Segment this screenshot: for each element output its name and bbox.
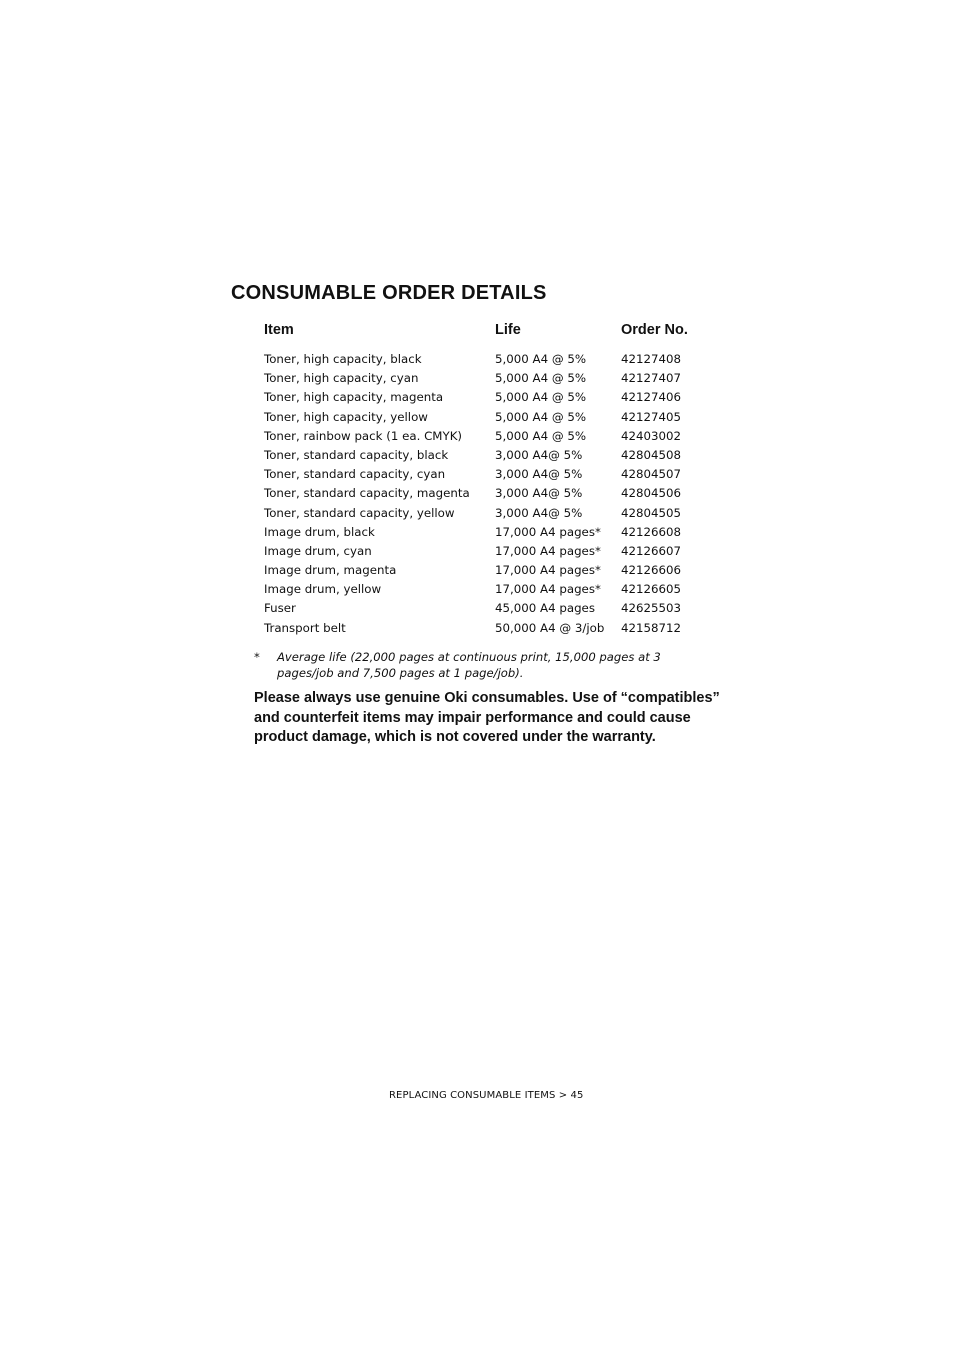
cell-life: 3,000 A4@ 5% — [495, 486, 583, 501]
table-row — [264, 599, 724, 618]
cell-order-no: 42126608 — [621, 524, 682, 539]
page-footer: REPLACING CONSUMABLE ITEMS > 45 — [389, 1090, 584, 1101]
cell-life: 17,000 A4 pages* — [495, 524, 601, 539]
cell-order-no: 42804508 — [621, 447, 682, 462]
table-row — [264, 427, 724, 446]
table-row — [264, 369, 724, 388]
cell-item: Transport belt — [264, 620, 346, 635]
footnote-text: Average life (22,000 pages at continuous print, 15,000 pages at 3 pages/job and 7,500 pages at 1 page/job). — [277, 650, 661, 680]
table-row — [264, 446, 724, 465]
cell-item: Toner, rainbow pack (1 ea. CMYK) — [264, 428, 463, 443]
cell-item: Image drum, magenta — [264, 563, 397, 578]
cell-order-no: 42127406 — [621, 390, 682, 405]
cell-life: 17,000 A4 pages* — [495, 563, 601, 578]
cell-item: Image drum, black — [264, 524, 375, 539]
table-row — [264, 523, 724, 542]
header-order-no: Order No. — [621, 322, 688, 338]
cell-life: 5,000 A4 @ 5% — [495, 352, 587, 366]
cell-item: Toner, standard capacity, yellow — [264, 505, 455, 520]
cell-life: 5,000 A4 @ 5% — [495, 428, 587, 443]
table-row — [264, 580, 724, 599]
table-row — [264, 388, 724, 407]
header-item: Item — [264, 322, 294, 338]
table-row — [264, 408, 724, 427]
cell-order-no: 42127408 — [621, 352, 682, 366]
cell-item: Toner, high capacity, black — [264, 352, 422, 366]
consumables-table — [264, 322, 724, 636]
cell-item: Image drum, cyan — [264, 543, 372, 558]
page-title: CONSUMABLE ORDER DETAILS — [231, 282, 547, 304]
table-row — [264, 484, 724, 503]
cell-life: 3,000 A4@ 5% — [495, 467, 583, 482]
table-row — [264, 561, 724, 580]
cell-life: 50,000 A4 @ 3/job — [495, 620, 605, 635]
cell-life: 5,000 A4 @ 5% — [495, 371, 587, 386]
cell-order-no: 42403002 — [621, 428, 682, 443]
cell-order-no: 42126607 — [621, 543, 682, 558]
cell-item: Toner, standard capacity, magenta — [264, 486, 470, 501]
cell-life: 3,000 A4@ 5% — [495, 447, 583, 462]
cell-order-no: 42127407 — [621, 371, 682, 386]
cell-life: 3,000 A4@ 5% — [495, 505, 583, 520]
cell-order-no: 42126605 — [621, 582, 682, 597]
cell-item: Toner, high capacity, cyan — [264, 371, 419, 386]
cell-item: Toner, high capacity, yellow — [264, 409, 428, 424]
cell-order-no: 42127405 — [621, 409, 682, 424]
header-life: Life — [495, 322, 521, 338]
cell-order-no: 42625503 — [621, 601, 682, 616]
cell-item: Fuser — [264, 601, 296, 616]
table-row — [264, 542, 724, 561]
table-row — [264, 350, 724, 369]
table-row — [264, 465, 724, 484]
cell-item: Image drum, yellow — [264, 582, 382, 597]
cell-life: 17,000 A4 pages* — [495, 543, 601, 558]
cell-order-no: 42804506 — [621, 486, 682, 501]
cell-life: 5,000 A4 @ 5% — [495, 390, 587, 405]
warning-text: Please always use genuine Oki consumables. Use of “compatibles” and counterfeit items may impair performance and could cause product damage, which is not covered under the warranty. — [254, 690, 720, 746]
table-row — [264, 619, 724, 638]
cell-item: Toner, standard capacity, black — [264, 447, 449, 462]
cell-life: 5,000 A4 @ 5% — [495, 409, 587, 424]
table-header — [264, 322, 724, 348]
cell-order-no: 42126606 — [621, 563, 682, 578]
cell-item: Toner, high capacity, magenta — [264, 390, 444, 405]
footnote-mark: * — [254, 650, 260, 664]
table-body — [264, 350, 724, 638]
table-row — [264, 504, 724, 523]
cell-order-no: 42158712 — [621, 620, 682, 635]
cell-life: 17,000 A4 pages* — [495, 582, 601, 597]
cell-item: Toner, standard capacity, cyan — [264, 467, 446, 482]
cell-life: 45,000 A4 pages — [495, 601, 595, 616]
cell-order-no: 42804507 — [621, 467, 682, 482]
cell-order-no: 42804505 — [621, 505, 682, 520]
